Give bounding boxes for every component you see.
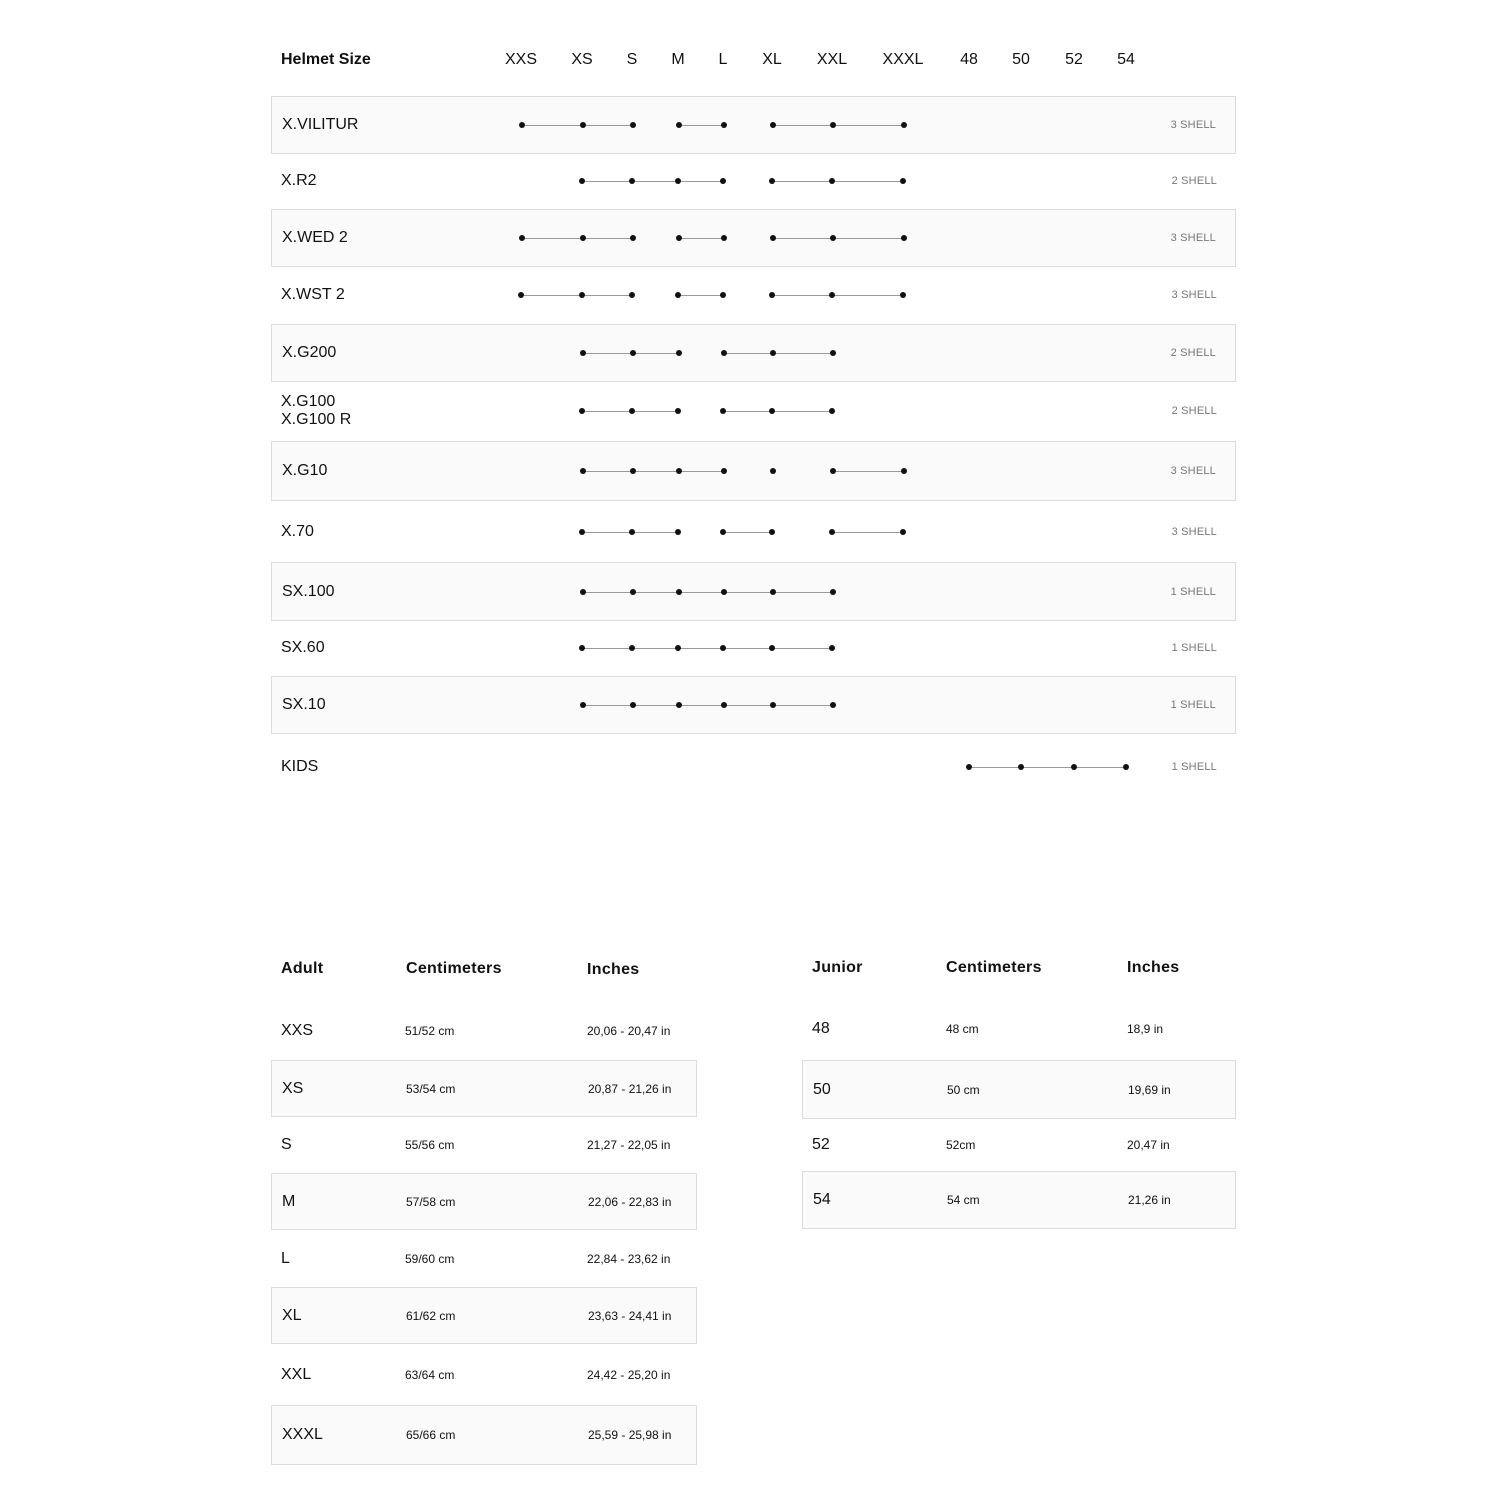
size-range-line <box>723 411 832 412</box>
size-range-line <box>724 353 833 354</box>
size-available-dot <box>769 292 775 298</box>
size-available-dot <box>721 350 727 356</box>
adult-header: Adult <box>281 960 324 977</box>
helmet-model-name <box>281 523 314 541</box>
size-available-dot <box>769 408 775 414</box>
size-available-dot <box>770 702 776 708</box>
centimeters-cell: 63/64 cm <box>405 1367 455 1382</box>
size-available-dot <box>830 235 836 241</box>
centimeters-cell: 48 cm <box>946 1022 979 1036</box>
shell-count: 3 SHELL <box>1170 232 1216 244</box>
size-available-dot <box>676 235 682 241</box>
junior-inches-header: Inches <box>1127 959 1180 976</box>
size-available-dot <box>966 764 972 770</box>
centimeters-cell: 54 cm <box>947 1193 980 1207</box>
size-available-dot <box>630 589 636 595</box>
size-available-dot <box>770 468 776 474</box>
size-range-line <box>772 295 903 296</box>
size-range-line <box>679 125 724 126</box>
size-cell: XS <box>282 1079 304 1097</box>
size-available-dot <box>629 178 635 184</box>
size-available-dot <box>900 529 906 535</box>
helmet-model-name-line: SX.100 <box>282 582 335 600</box>
size-range-line <box>522 238 633 239</box>
size-chart-row <box>271 324 1236 382</box>
inches-cell: 22,84 - 23,62 in <box>587 1251 671 1266</box>
centimeters-cell: 65/66 cm <box>406 1428 456 1442</box>
size-available-dot <box>629 408 635 414</box>
helmet-size-chart <box>271 0 1236 800</box>
size-available-dot <box>720 645 726 651</box>
size-available-dot <box>770 350 776 356</box>
size-range-line <box>582 181 723 182</box>
size-available-dot <box>830 468 836 474</box>
size-available-dot <box>720 178 726 184</box>
helmet-model-name <box>282 696 326 714</box>
helmet-model-name-line: X.G100 <box>281 393 336 410</box>
centimeters-cell: 61/62 cm <box>406 1308 456 1323</box>
size-available-dot <box>580 122 586 128</box>
size-chart-row <box>271 266 1236 324</box>
inches-cell: 21,26 in <box>1128 1193 1171 1207</box>
size-available-dot <box>720 408 726 414</box>
size-available-dot <box>675 178 681 184</box>
size-cell: XXL <box>281 1365 312 1383</box>
size-cell: S <box>281 1136 292 1153</box>
helmet-model-name <box>282 344 336 362</box>
size-column-52: 52 <box>1065 51 1083 68</box>
table-row <box>802 1119 1236 1171</box>
size-available-dot <box>629 645 635 651</box>
inches-cell: 24,42 - 25,20 in <box>587 1367 671 1382</box>
helmet-model-name <box>282 462 327 480</box>
shell-count: 2 SHELL <box>1170 347 1216 359</box>
size-available-dot <box>721 702 727 708</box>
size-column-xl: XL <box>762 51 782 68</box>
inches-cell: 20,06 - 20,47 in <box>587 1024 671 1038</box>
centimeters-cell: 52cm <box>946 1138 976 1152</box>
size-available-dot <box>830 122 836 128</box>
size-available-dot <box>1018 764 1024 770</box>
size-available-dot <box>580 702 586 708</box>
size-available-dot <box>720 292 726 298</box>
size-chart-row <box>271 381 1236 441</box>
inches-cell: 20,87 - 21,26 in <box>588 1081 672 1096</box>
shell-count: 3 SHELL <box>1171 525 1217 538</box>
size-range-line <box>679 238 724 239</box>
size-available-dot <box>901 468 907 474</box>
size-available-dot <box>579 178 585 184</box>
size-available-dot <box>769 529 775 535</box>
size-available-dot <box>579 529 585 535</box>
size-chart-row <box>271 96 1236 154</box>
shell-count: 1 SHELL <box>1171 642 1217 654</box>
size-available-dot <box>675 529 681 535</box>
helmet-model-name <box>281 639 325 657</box>
size-column-s: S <box>626 51 638 68</box>
size-available-dot <box>770 589 776 595</box>
helmet-model-name <box>281 172 317 190</box>
size-column-50: 50 <box>1012 51 1030 68</box>
centimeters-cell: 51/52 cm <box>405 1024 455 1038</box>
size-available-dot <box>676 350 682 356</box>
size-available-dot <box>629 292 635 298</box>
shell-count: 3 SHELL <box>1170 119 1216 131</box>
table-row <box>802 1171 1236 1229</box>
size-cell: 52 <box>812 1136 830 1153</box>
helmet-model-name-line: X.VILITUR <box>282 116 359 133</box>
size-available-dot <box>676 468 682 474</box>
size-available-dot <box>829 408 835 414</box>
size-available-dot <box>579 292 585 298</box>
helmet-model-name-line: KIDS <box>281 758 319 775</box>
size-range-line <box>833 471 904 472</box>
table-row <box>802 1060 1236 1119</box>
size-available-dot <box>769 178 775 184</box>
size-available-dot <box>721 235 727 241</box>
helmet-model-name-line: SX.10 <box>282 696 326 713</box>
table-row <box>271 1230 697 1287</box>
shell-count: 3 SHELL <box>1170 465 1216 477</box>
size-range-line <box>582 648 832 649</box>
size-available-dot <box>580 235 586 241</box>
size-available-dot <box>770 122 776 128</box>
size-column-xxs: XXS <box>504 51 538 68</box>
size-available-dot <box>1071 764 1077 770</box>
size-available-dot <box>676 589 682 595</box>
size-cell: 50 <box>813 1080 831 1098</box>
helmet-model-name-line: X.G100 R <box>281 411 352 428</box>
size-available-dot <box>519 122 525 128</box>
inches-cell: 18,9 in <box>1127 1022 1164 1036</box>
inches-cell: 23,63 - 24,41 in <box>588 1308 672 1323</box>
size-available-dot <box>629 529 635 535</box>
size-range-line <box>832 532 903 533</box>
size-chart-row <box>271 153 1236 209</box>
size-range-line <box>773 125 904 126</box>
helmet-model-name-line: SX.60 <box>281 639 325 656</box>
centimeters-cell: 57/58 cm <box>406 1194 456 1209</box>
shell-count: 2 SHELL <box>1171 405 1217 417</box>
size-range-line <box>583 471 724 472</box>
helmet-model-name-line: X.G200 <box>282 344 337 361</box>
size-column-xxl: XXL <box>816 51 848 68</box>
inches-cell: 19,69 in <box>1128 1082 1171 1097</box>
size-chart-row <box>271 676 1236 734</box>
shell-count: 2 SHELL <box>1171 175 1217 187</box>
table-row <box>802 1000 1236 1058</box>
inches-cell: 21,27 - 22,05 in <box>587 1138 671 1152</box>
inches-cell: 25,59 - 25,98 in <box>588 1428 672 1442</box>
helmet-size-title: Helmet Size <box>281 51 371 68</box>
helmet-model-name <box>281 286 345 304</box>
size-available-dot <box>720 529 726 535</box>
inches-cell: 20,47 in <box>1127 1138 1170 1152</box>
helmet-model-name <box>281 393 351 429</box>
size-range-line <box>521 295 632 296</box>
adult-cm-header: Centimeters <box>406 960 502 977</box>
table-row <box>271 1287 697 1344</box>
helmet-model-name-line: X.70 <box>281 522 314 540</box>
size-available-dot <box>630 350 636 356</box>
table-row <box>271 1002 697 1060</box>
size-column-xs: XS <box>571 51 593 68</box>
junior-cm-header: Centimeters <box>946 959 1042 976</box>
size-available-dot <box>830 702 836 708</box>
helmet-model-name <box>282 583 334 601</box>
size-chart-row <box>271 562 1236 621</box>
size-available-dot <box>519 235 525 241</box>
shell-count: 1 SHELL <box>1170 699 1216 711</box>
size-range-line <box>723 532 772 533</box>
size-chart-row <box>271 209 1236 267</box>
size-available-dot <box>830 589 836 595</box>
size-available-dot <box>675 292 681 298</box>
size-column-54: 54 <box>1117 51 1135 68</box>
size-available-dot <box>721 122 727 128</box>
size-chart-row <box>271 620 1236 676</box>
table-row <box>271 1060 697 1117</box>
size-cell: M <box>282 1192 296 1210</box>
size-available-dot <box>518 292 524 298</box>
size-available-dot <box>770 235 776 241</box>
helmet-model-name-line: X.WST 2 <box>281 286 345 303</box>
size-available-dot <box>721 589 727 595</box>
size-available-dot <box>630 702 636 708</box>
size-available-dot <box>829 529 835 535</box>
size-range-line <box>522 125 633 126</box>
centimeters-cell: 55/56 cm <box>405 1138 455 1152</box>
table-row <box>271 1405 697 1465</box>
table-row <box>271 1344 697 1405</box>
size-available-dot <box>675 408 681 414</box>
size-available-dot <box>900 292 906 298</box>
size-available-dot <box>630 235 636 241</box>
size-range-line <box>772 181 903 182</box>
size-range-line <box>773 238 904 239</box>
size-range-line <box>969 767 1126 768</box>
helmet-model-name-line: X.G10 <box>282 462 328 479</box>
size-cell: L <box>281 1249 290 1267</box>
adult-size-table <box>271 940 697 1465</box>
size-range-line <box>678 295 723 296</box>
size-available-dot <box>676 702 682 708</box>
size-cell: XL <box>282 1306 302 1324</box>
size-available-dot <box>901 235 907 241</box>
junior-header: Junior <box>812 959 863 976</box>
size-available-dot <box>580 468 586 474</box>
shell-count: 1 SHELL <box>1170 585 1216 598</box>
size-cell: 54 <box>813 1191 831 1208</box>
shell-count: 1 SHELL <box>1171 761 1217 773</box>
centimeters-cell: 53/54 cm <box>406 1081 456 1096</box>
size-available-dot <box>676 122 682 128</box>
size-chart-row <box>271 441 1236 501</box>
size-available-dot <box>1123 764 1129 770</box>
size-range-line <box>583 705 833 706</box>
size-available-dot <box>829 292 835 298</box>
size-chart-row <box>271 501 1236 562</box>
adult-inches-header: Inches <box>587 961 640 978</box>
size-column-xxxl: XXXL <box>882 51 924 68</box>
size-available-dot <box>579 645 585 651</box>
helmet-model-name-line: X.R2 <box>281 172 317 189</box>
helmet-model-name <box>282 116 358 134</box>
size-available-dot <box>769 645 775 651</box>
size-available-dot <box>630 468 636 474</box>
size-cell: XXS <box>281 1022 314 1039</box>
size-column-48: 48 <box>960 51 978 68</box>
size-column-m: M <box>671 51 685 68</box>
helmet-model-name-line: X.WED 2 <box>282 229 348 246</box>
size-available-dot <box>579 408 585 414</box>
size-available-dot <box>901 122 907 128</box>
size-available-dot <box>580 589 586 595</box>
size-available-dot <box>630 122 636 128</box>
size-available-dot <box>580 350 586 356</box>
size-cell: 48 <box>812 1020 830 1037</box>
table-row <box>271 1173 697 1230</box>
size-available-dot <box>721 468 727 474</box>
size-available-dot <box>900 178 906 184</box>
size-available-dot <box>829 178 835 184</box>
size-available-dot <box>830 350 836 356</box>
centimeters-cell: 50 cm <box>947 1082 980 1097</box>
size-cell: XXXL <box>282 1426 323 1443</box>
helmet-model-name <box>282 229 348 247</box>
size-column-l: L <box>718 51 728 68</box>
junior-size-table <box>802 940 1236 1240</box>
centimeters-cell: 59/60 cm <box>405 1251 455 1266</box>
size-available-dot <box>675 645 681 651</box>
size-chart-row <box>271 734 1236 800</box>
inches-cell: 22,06 - 22,83 in <box>588 1194 672 1209</box>
size-range-line <box>583 592 833 593</box>
shell-count: 3 SHELL <box>1171 289 1217 301</box>
helmet-model-name <box>281 758 318 776</box>
size-available-dot <box>829 645 835 651</box>
table-row <box>271 1117 697 1173</box>
